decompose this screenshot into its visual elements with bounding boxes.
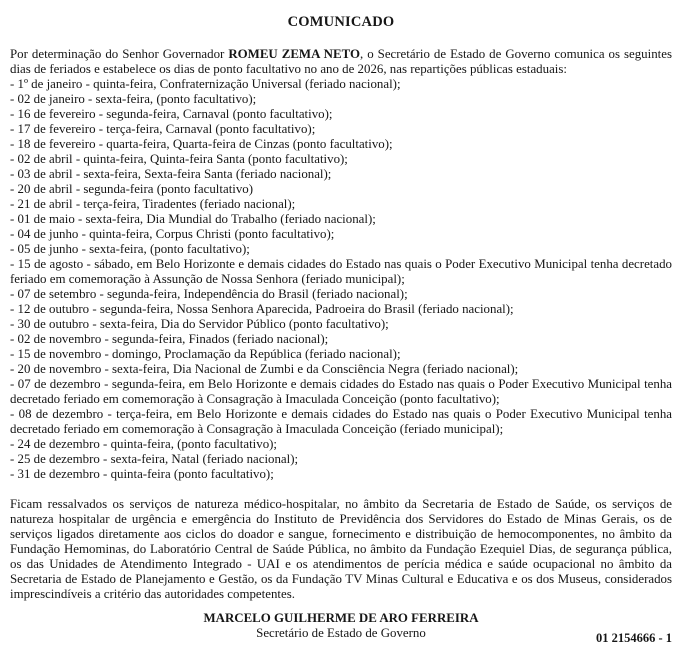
holiday-list-item: - 15 de agosto - sábado, em Belo Horizonte e demais cidades do Estado nas quais o Poder Executivo Municipal tenha decretado feriado em comemoração à Assunção de Nossa Senhora (feriado municipal);: [10, 257, 672, 286]
holiday-list-item: - 31 de dezembro - quinta-feira (ponto facultativo);: [10, 467, 274, 481]
holiday-list-item: - 12 de outubro - segunda-feira, Nossa Senhora Aparecida, Padroeira do Brasil (feriado nacional);: [10, 302, 514, 316]
holiday-list-item: - 16 de fevereiro - segunda-feira, Carnaval (ponto facultativo);: [10, 107, 333, 121]
holiday-list-item: - 05 de junho - sexta-feira, (ponto facultativo);: [10, 242, 250, 256]
signature-role: Secretário de Estado de Governo: [256, 626, 426, 640]
holiday-list-item: - 18 de fevereiro - quarta-feira, Quarta-feira de Cinzas (ponto facultativo);: [10, 137, 393, 151]
holiday-list-item: - 02 de abril - quinta-feira, Quinta-feira Santa (ponto facultativo);: [10, 152, 348, 166]
intro-paragraph: [10, 47, 672, 77]
holiday-list-item: - 20 de abril - segunda-feira (ponto facultativo): [10, 182, 254, 196]
holiday-list-item: - 07 de dezembro - segunda-feira, em Belo Horizonte e demais cidades do Estado nas quais o Poder Executivo Municipal tenha decretado feriado em comemoração à Consagração à Imaculada Conceição (ponto facultativo);: [10, 377, 672, 406]
holiday-list-item: - 21 de abril - terça-feira, Tiradentes (feriado nacional);: [10, 197, 296, 211]
holiday-list-item: - 01 de maio - sexta-feira, Dia Mundial do Trabalho (feriado nacional);: [10, 212, 376, 226]
signature-name: MARCELO GUILHERME DE ARO FERREIRA: [203, 611, 479, 625]
holiday-list-item: - 25 de dezembro - sexta-feira, Natal (feriado nacional);: [10, 452, 299, 466]
governor-name: ROMEU ZEMA NETO: [228, 47, 360, 61]
intro-text-before: Por determinação do Senhor Governador: [10, 47, 229, 61]
holiday-list-item: - 08 de dezembro - terça-feira, em Belo Horizonte e demais cidades do Estado nas quais o Poder Executivo Municipal tenha decretado feriado em comemoração à Consagração à Imaculada Conceição (feriado municipal);: [10, 407, 672, 436]
holiday-list-item: - 04 de junho - quinta-feira, Corpus Christi (ponto facultativo);: [10, 227, 335, 241]
closing-paragraph: Ficam ressalvados os serviços de natureza médico-hospitalar, no âmbito da Secretaria de Estado de Saúde, os serviços de natureza hospitalar de urgência e emergência do Instituto de Previdência dos Servidores do Estado de Minas Gerais, os de serviços ligados diretamente aos ciclos do doador e sangue, fornecimento e distribuição de hemocomponentes, no âmbito da Fundação Hemominas, do Laboratório Central de Saúde Pública, no âmbito da Fundação Ezequiel Dias, de segurança pública, os das Unidades de Atendimento Integrado - UAI e os atendimentos de perícia médica e saúde ocupacional no âmbito da Secretaria de Estado de Planejamento e Gestão, os da Fundação TV Minas Cultural e Educativa e os dos Museus, considerados imprescindíveis a critério das autoridades competentes.: [10, 497, 672, 601]
holiday-list-item: - 02 de novembro - segunda-feira, Finados (feriado nacional);: [10, 332, 329, 346]
holiday-list-item: - 1º de janeiro - quinta-feira, Confraternização Universal (feriado nacional);: [10, 77, 401, 91]
holiday-list-item: - 24 de dezembro - quinta-feira, (ponto facultativo);: [10, 437, 278, 451]
holiday-list-item: - 03 de abril - sexta-feira, Sexta-feira Santa (feriado nacional);: [10, 167, 332, 181]
intro-text-after: , o Secretário de Estado de Governo comunica os seguintes dias de feriados e estabelece os dias de ponto facultativo no ano de 2026, nas repartições públicas estaduais:: [10, 47, 672, 76]
holiday-list: [10, 77, 672, 482]
document-title: COMUNICADO: [287, 14, 395, 30]
holiday-list-item: - 07 de setembro - segunda-feira, Independência do Brasil (feriado nacional);: [10, 287, 408, 301]
doc-number: 01 2154666 - 1: [595, 631, 672, 645]
holiday-list-item: - 17 de fevereiro - terça-feira, Carnaval (ponto facultativo);: [10, 122, 316, 136]
holiday-list-item: - 15 de novembro - domingo, Proclamação da República (feriado nacional);: [10, 347, 401, 361]
holiday-list-item: - 30 de outubro - sexta-feira, Dia do Servidor Público (ponto facultativo);: [10, 317, 389, 331]
signature-block: [10, 611, 672, 641]
holiday-list-item: - 02 de janeiro - sexta-feira, (ponto facultativo);: [10, 92, 257, 106]
holiday-list-item: - 20 de novembro - sexta-feira, Dia Nacional de Zumbi e da Consciência Negra (feriado nacional);: [10, 362, 519, 376]
